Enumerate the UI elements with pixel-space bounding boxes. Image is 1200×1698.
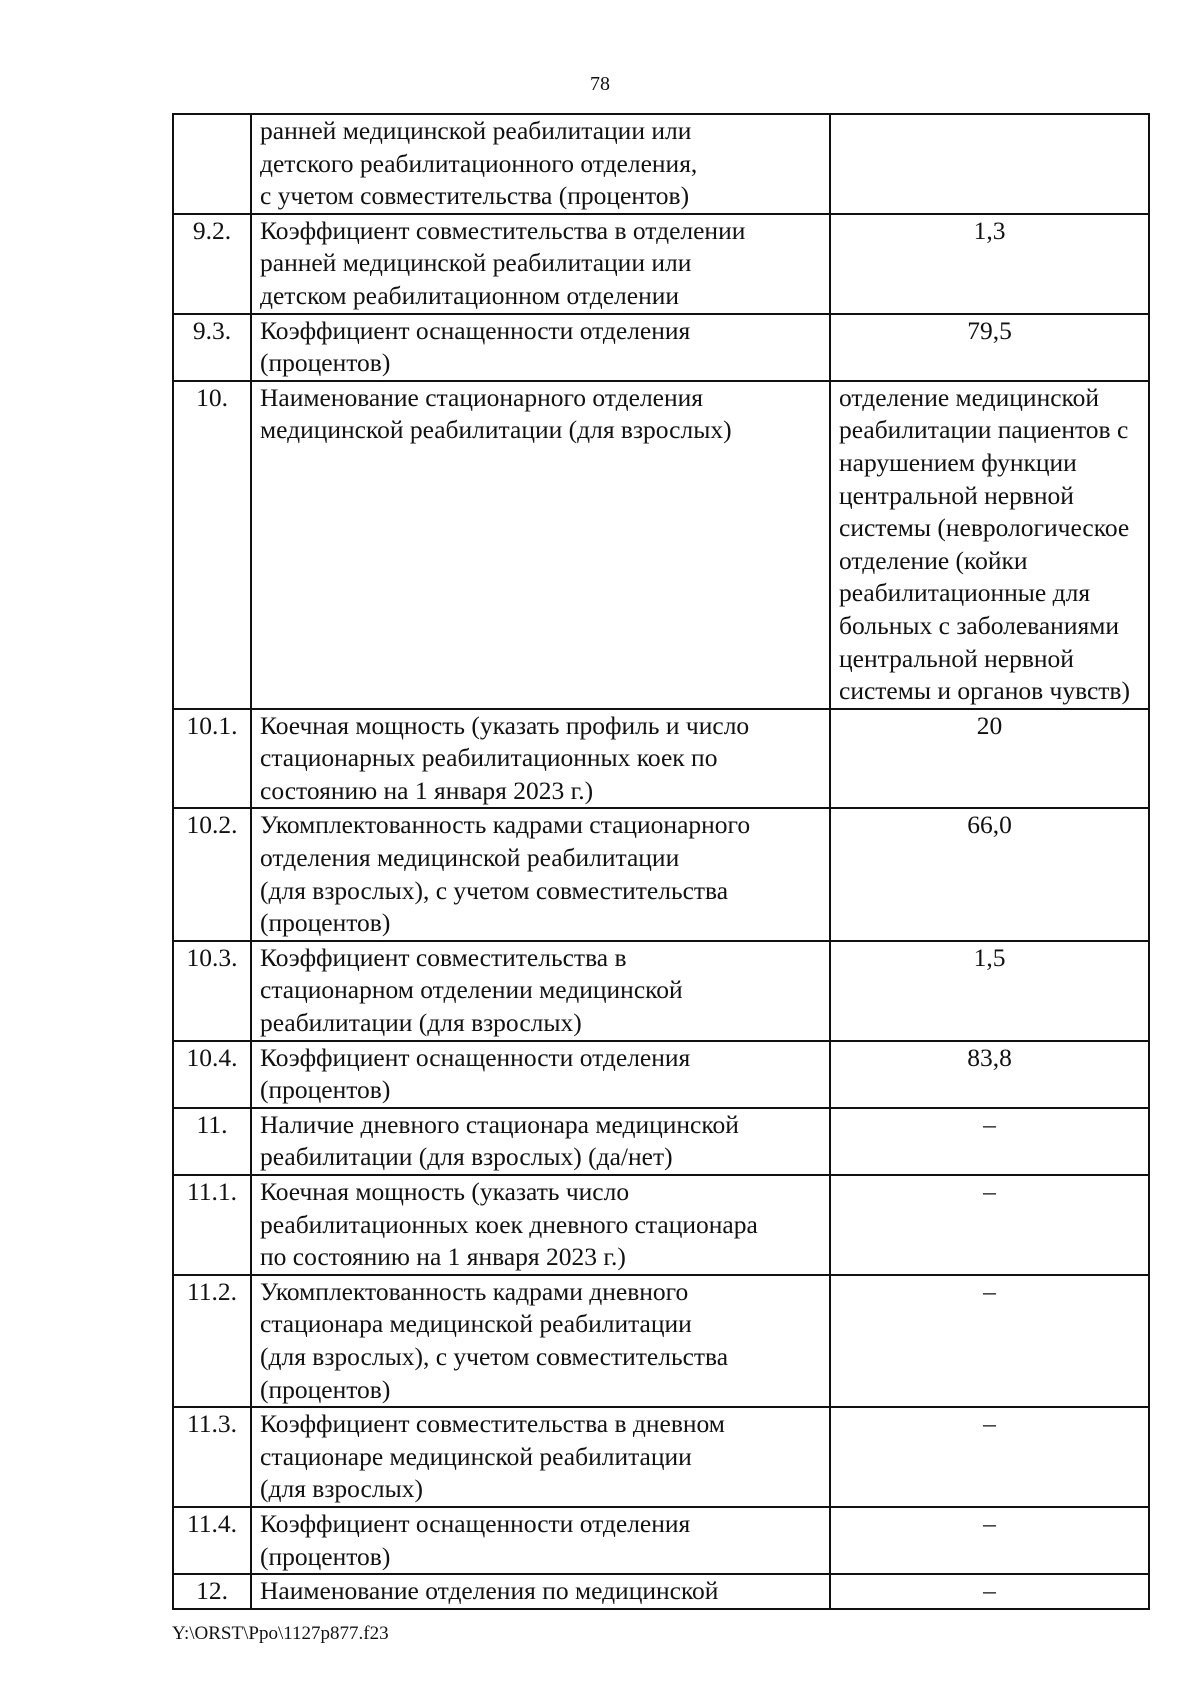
description-line: по состоянию на 1 января 2023 г.) bbox=[260, 1242, 626, 1272]
row-description-cell bbox=[251, 1108, 830, 1175]
value-line: реабилитации пациентов с bbox=[839, 415, 1129, 445]
value-line: центральной нервной bbox=[839, 643, 1074, 673]
row-description-cell bbox=[251, 941, 830, 1041]
row-description-cell bbox=[251, 1275, 830, 1407]
table-row bbox=[173, 1574, 1149, 1609]
description-line: ранней медицинской реабилитации или bbox=[260, 248, 692, 278]
value-line: отделение (койки bbox=[839, 545, 1028, 575]
description-line: реабилитации (для взрослых) (да/нет) bbox=[260, 1142, 673, 1172]
value-line: больных с заболеваниями bbox=[839, 610, 1119, 640]
row-value-cell bbox=[830, 381, 1149, 709]
table-row bbox=[173, 808, 1149, 940]
row-number-cell: 11. bbox=[173, 1108, 251, 1175]
row-value-cell bbox=[830, 808, 1149, 940]
row-value-cell bbox=[830, 1275, 1149, 1407]
table-body bbox=[173, 114, 1149, 1609]
table-row bbox=[173, 1275, 1149, 1407]
description-line: детском реабилитационном отделении bbox=[260, 280, 680, 310]
description-line: (для взрослых) bbox=[260, 1474, 423, 1504]
table-row bbox=[173, 1407, 1149, 1507]
value-line: – bbox=[983, 1576, 996, 1606]
row-description-cell bbox=[251, 1407, 830, 1507]
description-line: стационара медицинской реабилитации bbox=[260, 1309, 692, 1339]
table-row bbox=[173, 114, 1149, 214]
description-line: Коэффициент совместительства в дневном bbox=[260, 1409, 725, 1439]
table-row bbox=[173, 1507, 1149, 1574]
value-line: реабилитационные для bbox=[839, 578, 1091, 608]
description-line: Коэффициент совместительства в отделении bbox=[260, 215, 746, 245]
row-value-cell bbox=[830, 709, 1149, 809]
footer-file-path: Y:\ORST\Ppo\1127p877.f23 bbox=[172, 1623, 389, 1644]
value-line: центральной нервной bbox=[839, 480, 1074, 510]
value-line: – bbox=[983, 1177, 996, 1206]
value-line: 83,8 bbox=[967, 1042, 1012, 1072]
table-row bbox=[173, 381, 1149, 709]
row-number-cell: 11.2. bbox=[173, 1275, 251, 1407]
table-row bbox=[173, 314, 1149, 381]
description-line: реабилитации (для взрослых) bbox=[260, 1008, 582, 1038]
row-value-cell bbox=[830, 214, 1149, 314]
row-value-cell bbox=[830, 1175, 1149, 1275]
row-description-cell bbox=[251, 214, 830, 314]
description-line: реабилитационных коек дневного стационара bbox=[260, 1209, 758, 1239]
data-table bbox=[172, 113, 1150, 1610]
description-line: Наличие дневного стационара медицинской bbox=[260, 1109, 739, 1139]
value-line: – bbox=[983, 1409, 996, 1439]
row-value-cell bbox=[830, 941, 1149, 1041]
row-number-cell bbox=[173, 114, 251, 214]
description-line: (для взрослых), с учетом совместительства bbox=[260, 875, 729, 905]
row-number-cell: 10.3. bbox=[173, 941, 251, 1041]
value-line: – bbox=[983, 1276, 996, 1306]
row-number-cell: 9.2. bbox=[173, 214, 251, 314]
row-number-cell: 10.4. bbox=[173, 1041, 251, 1108]
description-line: отделения медицинской реабилитации bbox=[260, 843, 680, 873]
table-row bbox=[173, 709, 1149, 809]
description-line: Укомплектованность кадрами стационарного bbox=[260, 810, 751, 840]
description-line: медицинской реабилитации (для взрослых) bbox=[260, 415, 732, 445]
row-number-cell: 10. bbox=[173, 381, 251, 709]
row-value-cell bbox=[830, 1108, 1149, 1175]
row-description-cell bbox=[251, 1574, 830, 1609]
value-line: 79,5 bbox=[967, 315, 1012, 345]
description-line: стационарных реабилитационных коек по bbox=[260, 743, 718, 773]
value-line: системы и органов чувств) bbox=[839, 676, 1130, 706]
description-line: состоянию на 1 января 2023 г.) bbox=[260, 775, 594, 805]
description-line: детского реабилитационного отделения, bbox=[260, 148, 698, 178]
row-number-cell: 10.1. bbox=[173, 709, 251, 809]
value-line: нарушением функции bbox=[839, 447, 1077, 477]
description-line: с учетом совместительства (процентов) bbox=[260, 181, 690, 211]
description-line: Коэффициент оснащенности отделения bbox=[260, 1042, 691, 1072]
row-value-cell bbox=[830, 1507, 1149, 1574]
description-line: Коэффициент совместительства в bbox=[260, 942, 627, 972]
row-description-cell bbox=[251, 381, 830, 709]
value-line: 1,3 bbox=[973, 215, 1006, 245]
row-description-cell bbox=[251, 1041, 830, 1108]
value-line: отделение медицинской bbox=[839, 382, 1100, 412]
table-row bbox=[173, 1175, 1149, 1275]
row-number-cell: 11.1. bbox=[173, 1175, 251, 1275]
row-number-cell: 12. bbox=[173, 1574, 251, 1609]
value-line: 20 bbox=[976, 710, 1003, 740]
row-description-cell bbox=[251, 1507, 830, 1574]
value-line: системы (неврологическое bbox=[839, 513, 1130, 543]
row-value-cell bbox=[830, 114, 1149, 214]
row-description-cell bbox=[251, 114, 830, 214]
description-line: (процентов) bbox=[260, 1075, 391, 1105]
row-value-cell bbox=[830, 1407, 1149, 1507]
row-number-cell: 11.4. bbox=[173, 1507, 251, 1574]
description-line: (процентов) bbox=[260, 348, 391, 378]
description-line: Коэффициент оснащенности отделения bbox=[260, 315, 691, 345]
row-description-cell bbox=[251, 808, 830, 940]
description-line: Коечная мощность (указать число bbox=[260, 1177, 630, 1206]
description-line: (процентов) bbox=[260, 1541, 391, 1571]
row-number-cell: 10.2. bbox=[173, 808, 251, 940]
value-line: 1,5 bbox=[973, 942, 1006, 972]
table-row bbox=[173, 1108, 1149, 1175]
table-row bbox=[173, 214, 1149, 314]
description-line: (процентов) bbox=[260, 1374, 391, 1404]
description-line: (для взрослых), с учетом совместительства bbox=[260, 1341, 729, 1371]
value-line: – bbox=[983, 1109, 996, 1139]
row-value-cell bbox=[830, 314, 1149, 381]
description-line: Наименование отделения по медицинской bbox=[260, 1576, 719, 1606]
description-line: Наименование стационарного отделения bbox=[260, 382, 704, 412]
row-description-cell bbox=[251, 709, 830, 809]
value-line: 66,0 bbox=[967, 810, 1012, 840]
description-line: стационаре медицинской реабилитации bbox=[260, 1441, 692, 1471]
row-description-cell bbox=[251, 314, 830, 381]
row-value-cell bbox=[830, 1041, 1149, 1108]
row-number-cell: 11.3. bbox=[173, 1407, 251, 1507]
table-row bbox=[173, 941, 1149, 1041]
page-number: 78 bbox=[590, 73, 610, 95]
table-row bbox=[173, 1041, 1149, 1108]
value-line: – bbox=[983, 1508, 996, 1538]
description-line: Коечная мощность (указать профиль и число bbox=[260, 710, 750, 740]
description-line: стационарном отделении медицинской bbox=[260, 975, 683, 1005]
row-description-cell bbox=[251, 1175, 830, 1275]
description-line: Коэффициент оснащенности отделения bbox=[260, 1508, 691, 1538]
row-value-cell bbox=[830, 1574, 1149, 1609]
description-line: Укомплектованность кадрами дневного bbox=[260, 1276, 689, 1306]
description-line: (процентов) bbox=[260, 908, 391, 938]
row-number-cell: 9.3. bbox=[173, 314, 251, 381]
description-line: ранней медицинской реабилитации или bbox=[260, 116, 692, 145]
